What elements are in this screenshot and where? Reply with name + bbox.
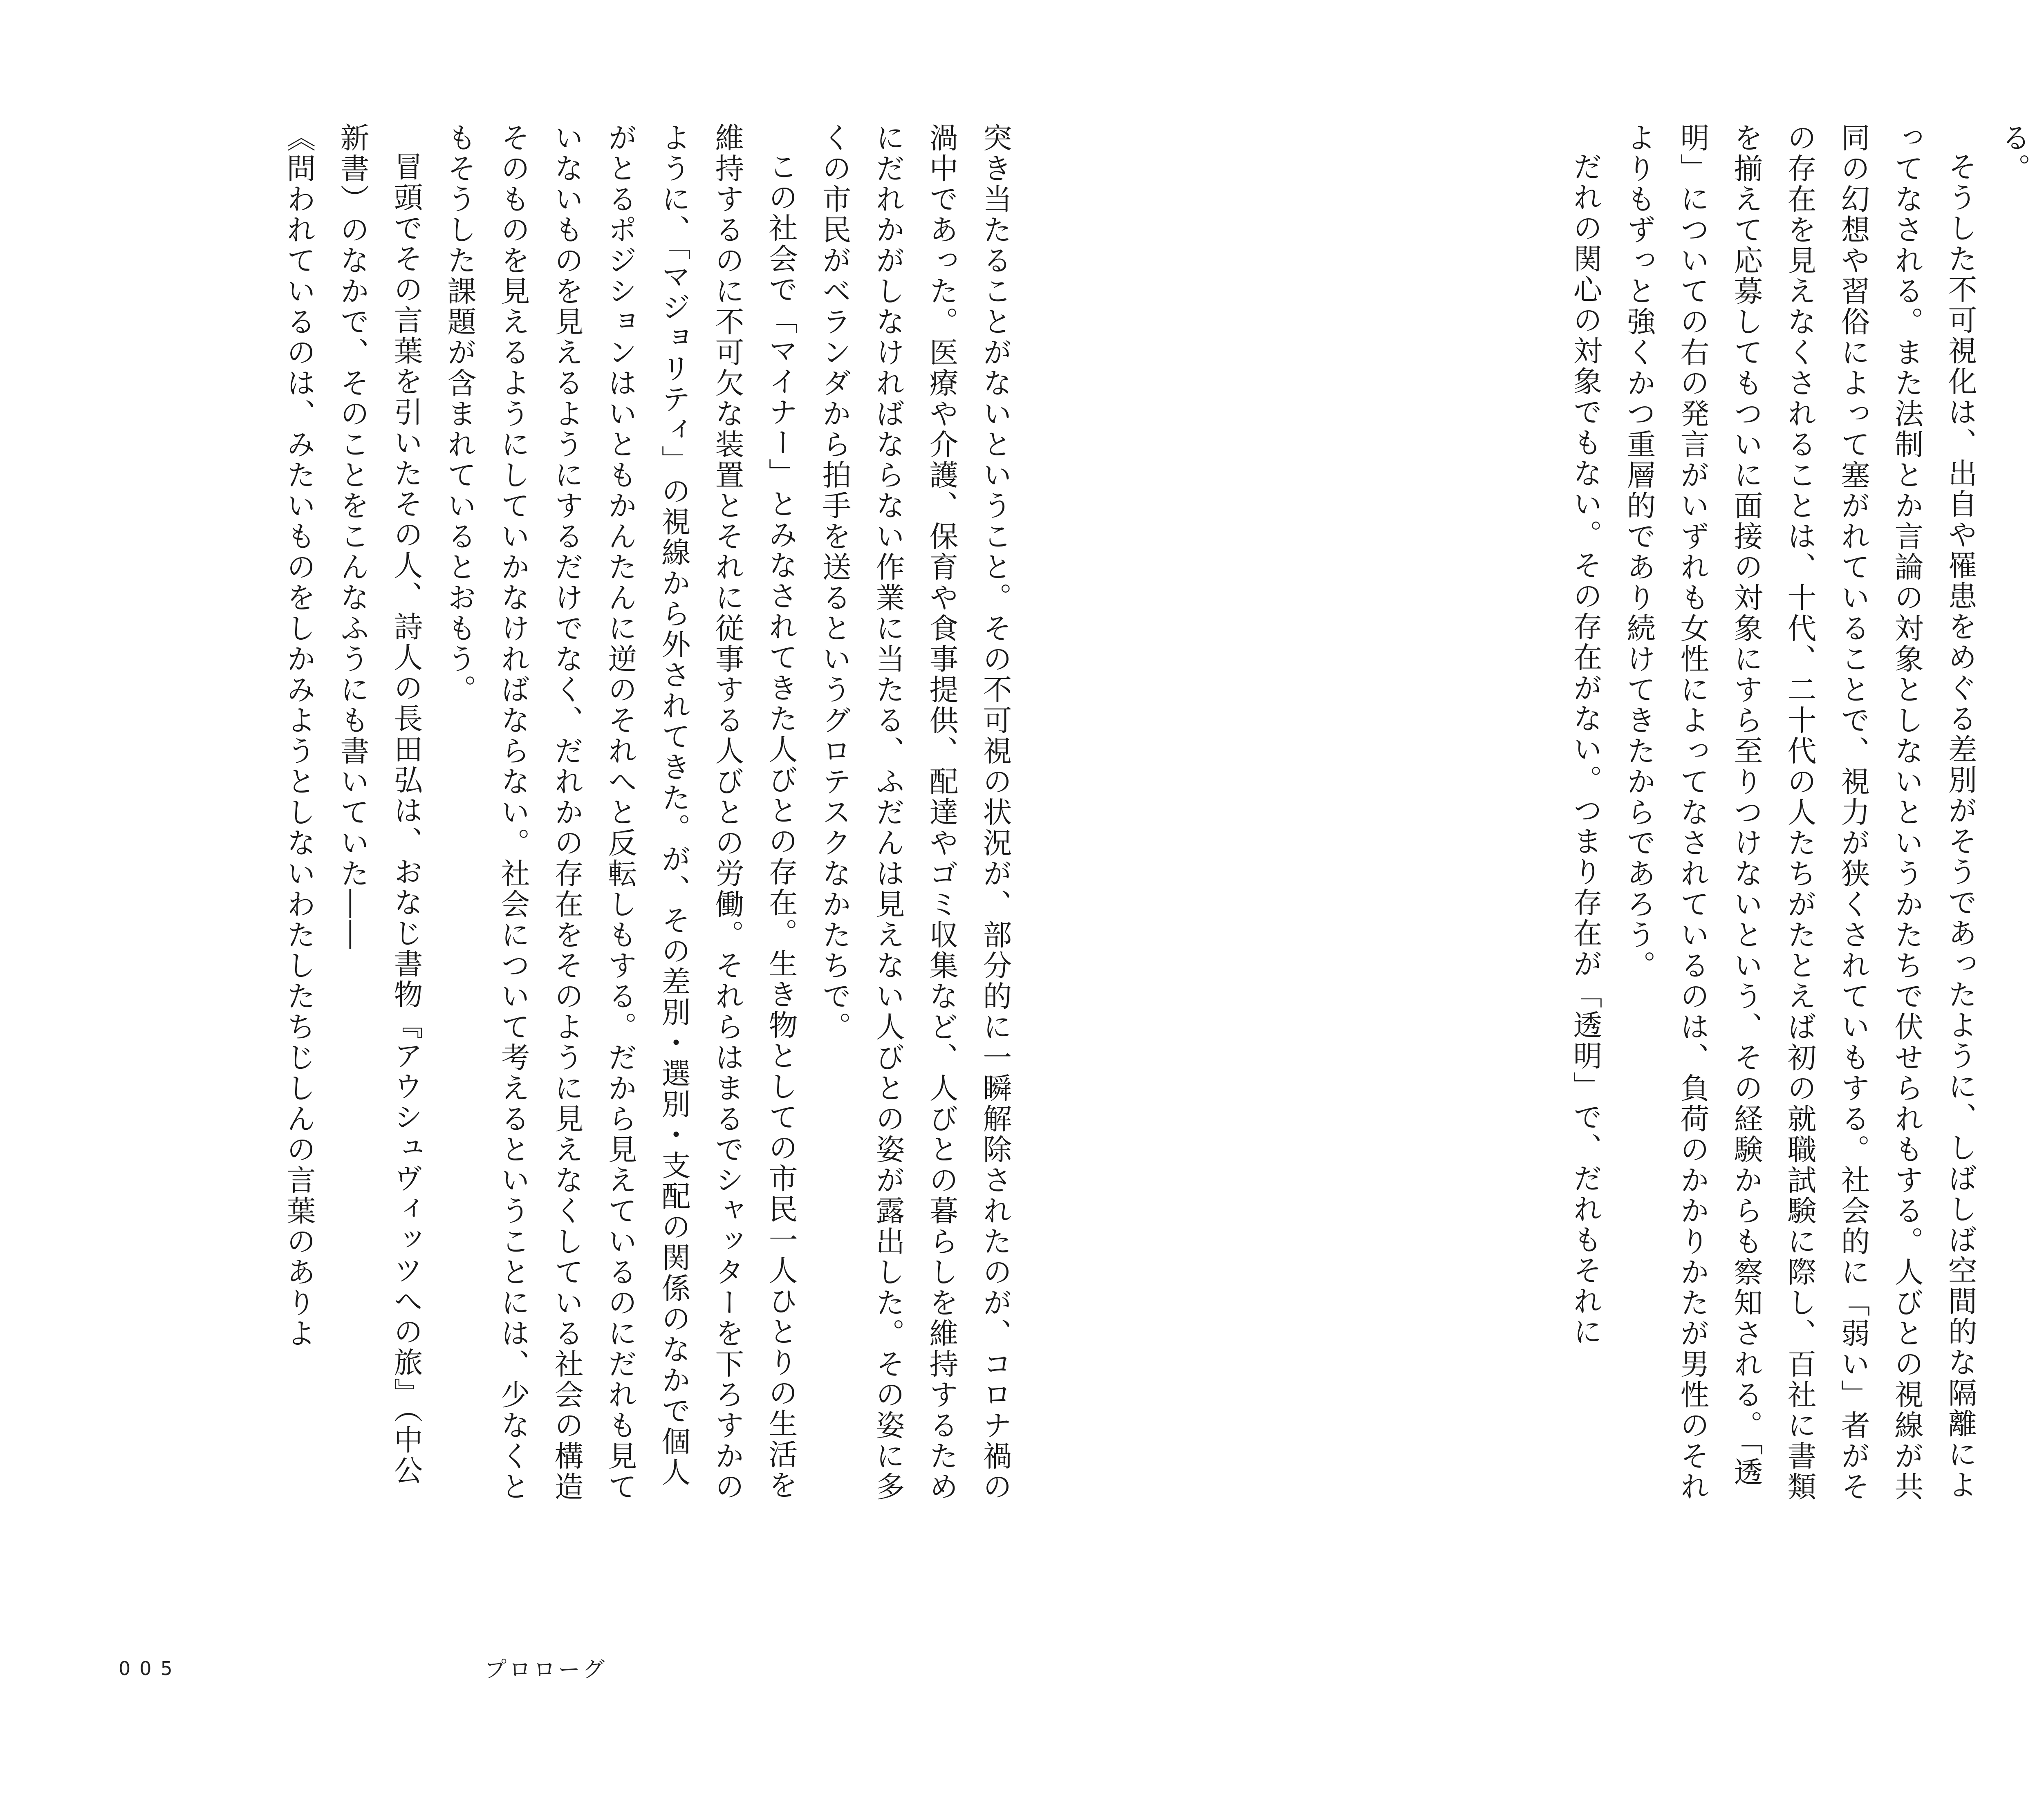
right-paragraph-2: る。 <box>1997 123 2031 184</box>
right-paragraph-4: だれの関心の対象でもない。その存在がない。つまり存在が「透明」で、だれもそれに <box>1569 152 1602 1347</box>
left-paragraph-1: 突き当たることがないということ。その不可視の状況が、部分的に一瞬解除されたのが、コロナ禍の渦中であった。医療や介護、保育や食事提供、配達やゴミ収集など、人びとの暮らしを維持するためにだれかがしなければならない作業に当たる、ふだんは見えない人びとの姿が露出した。その姿に多くの市民がベランダから拍手を送るというグロテスクなかたちで。 <box>818 123 1012 1502</box>
right-page-body <box>1491 123 2044 1512</box>
right-page <box>1226 0 2044 1805</box>
running-head: プロローグ <box>484 1657 607 1682</box>
left-paragraph-3: 冒頭でその言葉を引いたその人、詩人の長田弘は、おなじ書物『アウシュヴィッツへの旅』（中公新書）のなかで、そのことをこんなふうにも書いていた―― <box>336 123 423 1486</box>
right-paragraph-3: そうした不可視化は、出自や罹患をめぐる差別がそうであったように、しばしば空間的な隔離によってなされる。また法制とか言論の対象としないというかたちで伏せられもする。人びとの視線が共同の幻想や習俗によって塞がれていることで、視力が狭くされていもする。社会的に「弱い」者がその存在を見えなくされることは、十代、二十代の人たちがたとえば初の就職試験に際し、百社に書類を揃えて応募してもついに面接の対象にすら至りつけないという、その経験からも察知される。「透明」についての右の発言がいずれも女性によってなされているのは、負荷のかかりかたが男性のそれよりもずっと強くかつ重層的であり続けてきたからであろう。 <box>1622 123 1977 1502</box>
page-number-left: 005 <box>119 1657 182 1680</box>
left-page-body <box>123 123 1022 1512</box>
left-paragraph-4: 《問われているのは、みたいものをしかみようとしないわたしたちじしんの言葉のありよ <box>282 123 316 1349</box>
left-paragraph-2: この社会で「マイナー」とみなされてきた人びとの存在。生き物としての市民一人ひとりの生活を維持するのに不可欠な装置とそれに従事する人びとの労働。それらはまるでシャッターを下ろすかのように、「マジョリティ」の視線から外されてきた。が、その差別・選別・支配の関係のなかで個人がとるポジションはいともかんたんに逆のそれへと反転しもする。だから見えているのにだれも見ていないものを見えるようにするだけでなく、だれかの存在をそのように見えなくしている社会の構造そのものを見えるようにしていかなければならない。社会について考えるということには、少なくともそうした課題が含まれているとおもう。 <box>443 123 798 1502</box>
